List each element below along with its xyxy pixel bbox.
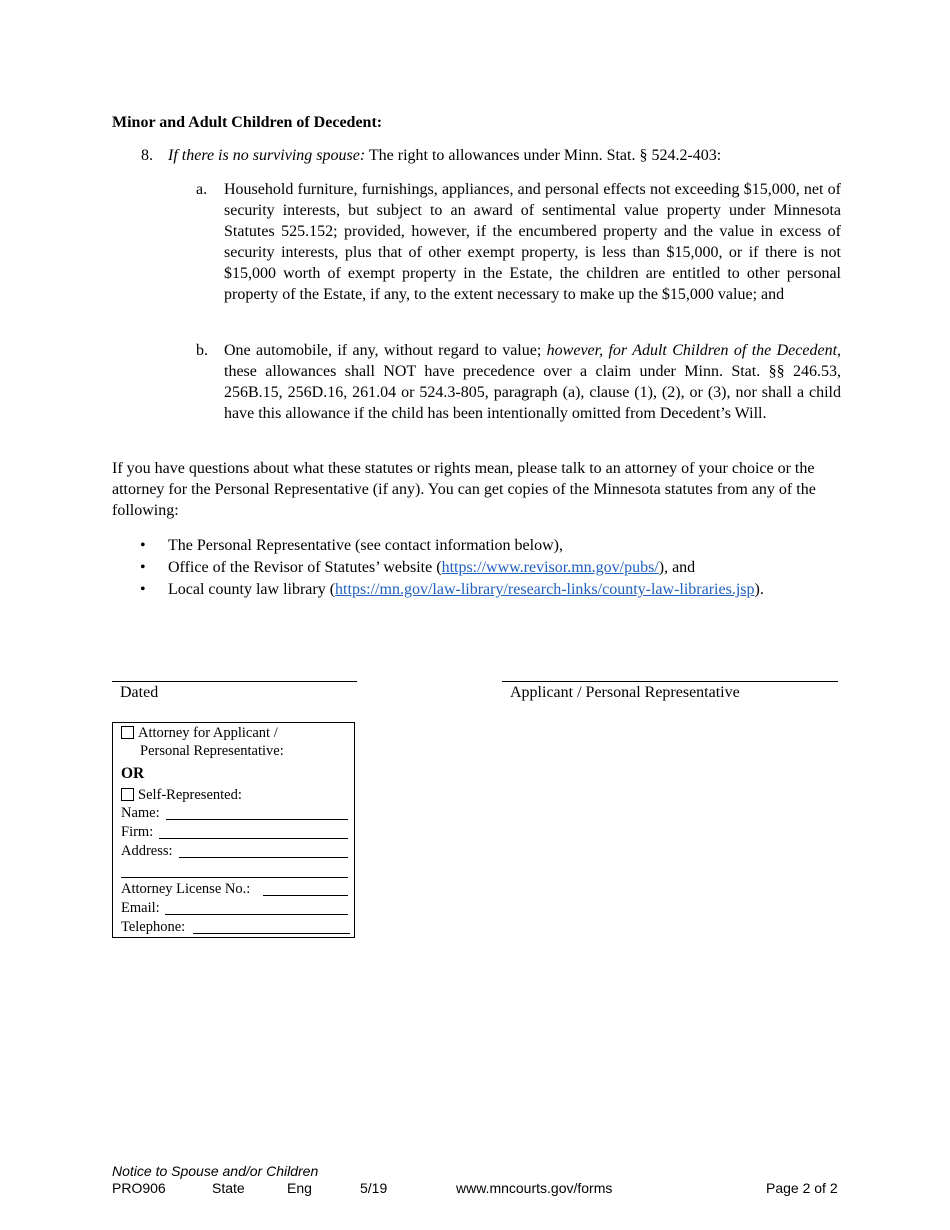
self-represented-label: Self-Represented: xyxy=(138,787,242,803)
item-8b-text-2: , these allowances shall NOT have precedence over a claim under Minn. Stat. §§ 246.53, 256B.15, 256D.16, 261.04 or 524.3-805, paragraph (a), clause (1), (2), or (3), nor shall a child have this allowance if the child has been intentionally omitted from Decedent’s Will. xyxy=(224,342,842,422)
item-8-text xyxy=(168,145,721,166)
item-8-lead: If there is no surviving spouse: xyxy=(168,147,366,164)
attorney-label-cont: Personal Representative: xyxy=(140,743,284,759)
item-8b-letter: b. xyxy=(196,342,208,359)
applicant-signature-line[interactable] xyxy=(502,681,838,682)
footer-form-title: Notice to Spouse and/or Children xyxy=(112,1163,319,1179)
telephone-label: Telephone: xyxy=(121,919,186,935)
license-field[interactable] xyxy=(263,895,348,896)
footer-form-code: PRO906 xyxy=(112,1180,166,1196)
list-item xyxy=(140,557,860,579)
address-field[interactable] xyxy=(179,857,348,858)
dated-signature-line[interactable] xyxy=(112,681,357,682)
bullet-text: Office of the Revisor of Statutes’ website ( xyxy=(168,559,442,576)
list-item xyxy=(140,535,860,557)
item-8b-italic: however, for Adult Children of the Decedent xyxy=(546,342,838,359)
self-represented-checkbox[interactable] xyxy=(121,788,134,801)
bullet-text: ). xyxy=(754,581,764,598)
or-label: OR xyxy=(121,765,145,782)
item-8b-text-1: One automobile, if any, without regard to value; xyxy=(224,342,547,359)
applicant-label: Applicant / Personal Representative xyxy=(510,684,740,701)
email-label: Email: xyxy=(121,900,160,916)
revisor-link[interactable]: https://www.revisor.mn.gov/pubs/ xyxy=(441,559,659,576)
attorney-checkbox[interactable] xyxy=(121,726,134,739)
footer-language: Eng xyxy=(287,1180,312,1196)
statute-source-list xyxy=(140,535,860,601)
item-8-number: 8. xyxy=(141,147,153,164)
footer-website: www.mncourts.gov/forms xyxy=(456,1180,613,1196)
license-label: Attorney License No.: xyxy=(121,881,251,897)
bullet-text: Local county law library ( xyxy=(168,581,336,598)
law-library-link[interactable]: https://mn.gov/law-library/research-links/county-law-libraries.jsp xyxy=(335,581,755,598)
dated-label: Dated xyxy=(120,684,159,701)
item-8a-letter: a. xyxy=(196,181,208,198)
list-item xyxy=(140,579,860,601)
bullet-text: ), and xyxy=(658,559,696,576)
bullet-icon: • xyxy=(140,581,146,598)
footer-jurisdiction: State xyxy=(212,1180,245,1196)
item-8a-text: Household furniture, furnishings, appliances, and personal effects not exceeding $15,000, net of security interests, but subject to an award of sentimental value property under Minnesota Statutes 525.152; provided, however, if the encumbered property and the value in excess of security interests, plus that of other exempt property, is less than $15,000, or if there is not $15,000 worth of exempt property in the Estate, the children are entitled to other personal property of the Estate, if any, to the extent necessary to make up the $15,000 value; and xyxy=(224,181,841,303)
item-8b-text xyxy=(224,340,841,424)
bullet-icon: • xyxy=(140,559,146,576)
questions-paragraph: If you have questions about what these statutes or rights mean, please talk to an attorney of your choice or the attorney for the Personal Representative (if any). You can get copies of the Minnesota statutes from any of the following: xyxy=(112,460,816,519)
footer-page-number: Page 2 of 2 xyxy=(766,1180,838,1196)
firm-label: Firm: xyxy=(121,824,154,840)
name-field[interactable] xyxy=(166,819,348,820)
contact-info-box xyxy=(112,722,355,938)
bullet-icon: • xyxy=(140,537,146,554)
name-label: Name: xyxy=(121,805,160,821)
self-represented-option xyxy=(121,786,242,805)
attorney-label: Attorney for Applicant / xyxy=(138,725,278,741)
attorney-option xyxy=(121,724,278,743)
telephone-field[interactable] xyxy=(193,933,350,934)
email-field[interactable] xyxy=(165,914,348,915)
address-label: Address: xyxy=(121,843,173,859)
bullet-text: The Personal Representative (see contact information below), xyxy=(168,537,563,554)
item-8-body: The right to allowances under Minn. Stat. § 524.2-403: xyxy=(365,147,722,164)
section-heading: Minor and Adult Children of Decedent: xyxy=(112,114,383,131)
address-field-line2[interactable] xyxy=(121,877,348,878)
firm-field[interactable] xyxy=(159,838,348,839)
footer-revision: 5/19 xyxy=(360,1180,388,1196)
